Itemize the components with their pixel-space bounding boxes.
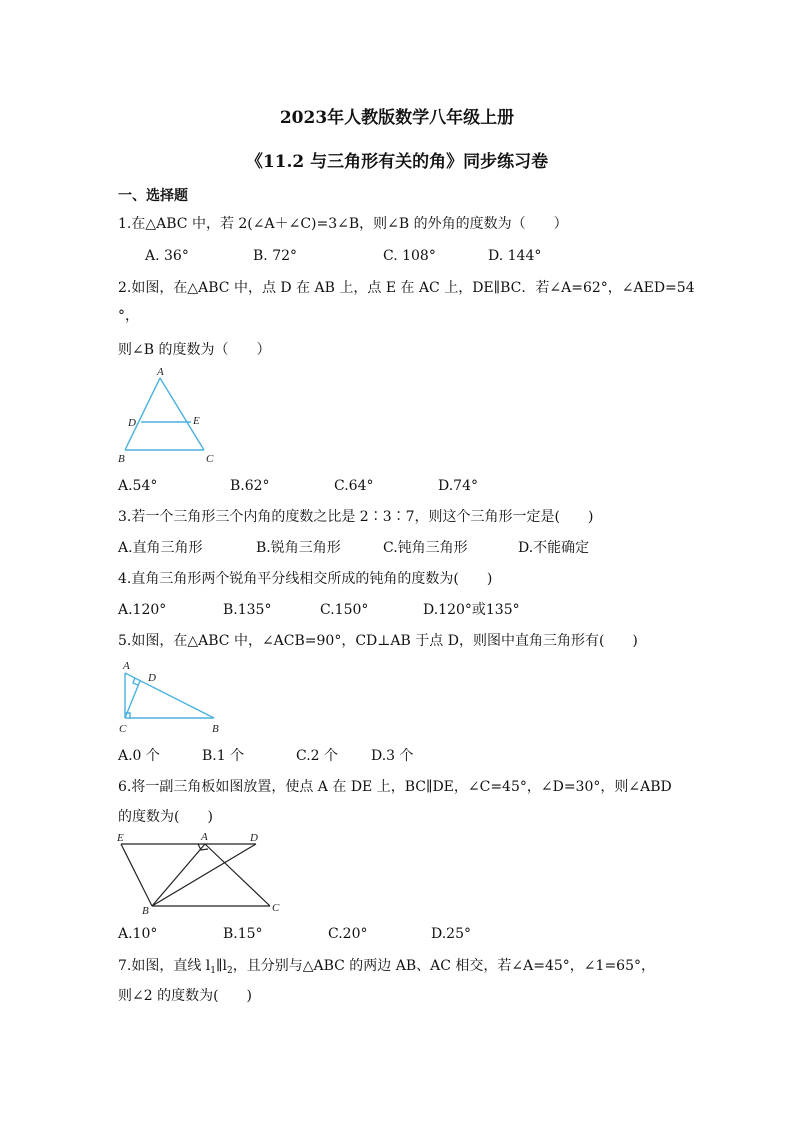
q2-triangle-figure [112, 366, 222, 464]
q4-option-c: C.150° [320, 602, 369, 618]
q6-label-e: E [117, 832, 124, 844]
q3-option-b: B.锐角三角形 [256, 540, 341, 556]
q6-label-d: D [250, 832, 258, 844]
question-2-stem-line1: 2.如图，在△ABC 中，点 D 在 AB 上，点 E 在 AC 上，DE∥BC．若∠A=62°，∠AED=54 [118, 280, 695, 296]
q6-option-a: A.10° [118, 926, 158, 942]
q2-option-c: C.64° [334, 478, 374, 494]
document-subtitle: 《11.2 与三角形有关的角》同步练习卷 [245, 152, 549, 172]
q5-option-b: B.1 个 [202, 748, 245, 764]
q6-label-c: C [272, 902, 280, 914]
q3-option-a: A.直角三角形 [118, 540, 203, 556]
question-3-stem: 3.若一个三角形三个内角的度数之比是 2∶3∶7，则这个三角形一定是( ) [118, 509, 594, 525]
q2-label-d: D [128, 417, 136, 429]
question-7-stem-line1: 7.如图，直线 $l_1\parallel l_2$，且分别与△ABC 的两边 AB、AC 相交，若∠A=45°，∠1=65°， [118, 958, 655, 976]
q2-option-a: A.54° [118, 478, 158, 494]
q5-label-d: D [148, 672, 156, 684]
q5-option-d: D.3 个 [371, 748, 414, 764]
question-2-stem-line3: 则∠B 的度数为（ ） [118, 342, 271, 358]
q4-option-a: A.120° [118, 602, 167, 618]
document-title: 2023年人教版数学八年级上册 [279, 108, 515, 128]
question-6-stem-line1: 6.将一副三角板如图放置，使点 A 在 DE 上，BC∥DE，∠C=45°，∠D=30°，则∠ABD [118, 779, 672, 795]
q5-option-a: A.0 个 [118, 748, 160, 764]
q5-label-a: A [123, 660, 130, 672]
q4-option-b: B.135° [223, 602, 272, 618]
q6-triangle-set-figure [112, 830, 292, 918]
question-1-stem: 1.在△ABC 中，若 2(∠A＋∠C)=3∠B，则∠B 的外角的度数为（ ） [118, 216, 568, 232]
q6-option-d: D.25° [431, 926, 471, 942]
section-heading: 一、选择题 [118, 188, 188, 204]
q2-label-a: A [157, 366, 164, 378]
question-6-stem-line2: 的度数为( ) [118, 809, 213, 825]
q1-option-b: B. 72° [253, 248, 298, 264]
q2-option-d: D.74° [438, 478, 478, 494]
q5-right-triangle-figure [116, 656, 228, 738]
q5-label-c: C [119, 723, 127, 735]
q6-label-b: B [142, 905, 149, 917]
q1-option-a: A. 36° [145, 248, 189, 264]
q3-option-d: D.不能确定 [518, 540, 590, 556]
q6-option-b: B.15° [223, 926, 263, 942]
q2-option-b: B.62° [230, 478, 270, 494]
q6-option-c: C.20° [328, 926, 368, 942]
q5-option-c: C.2 个 [296, 748, 339, 764]
q5-label-b: B [212, 723, 219, 735]
q2-label-c: C [206, 453, 214, 465]
q1-option-c: C. 108° [383, 248, 436, 264]
question-7-stem-line2: 则∠2 的度数为( ) [118, 988, 253, 1004]
q2-label-b: B [118, 453, 125, 465]
q2-label-e: E [193, 415, 200, 427]
question-5-stem: 5.如图，在△ABC 中，∠ACB=90°，CD⊥AB 于点 D，则图中直角三角形有( ) [118, 633, 638, 649]
q3-option-c: C.钝角三角形 [383, 540, 468, 556]
question-4-stem: 4.直角三角形两个锐角平分线相交所成的钝角的度数为( ) [118, 571, 493, 587]
q6-label-a: A [201, 831, 208, 843]
q1-option-d: D. 144° [488, 248, 542, 264]
question-2-stem-line2: °， [118, 308, 139, 324]
q4-option-d: D.120°或135° [423, 602, 520, 618]
